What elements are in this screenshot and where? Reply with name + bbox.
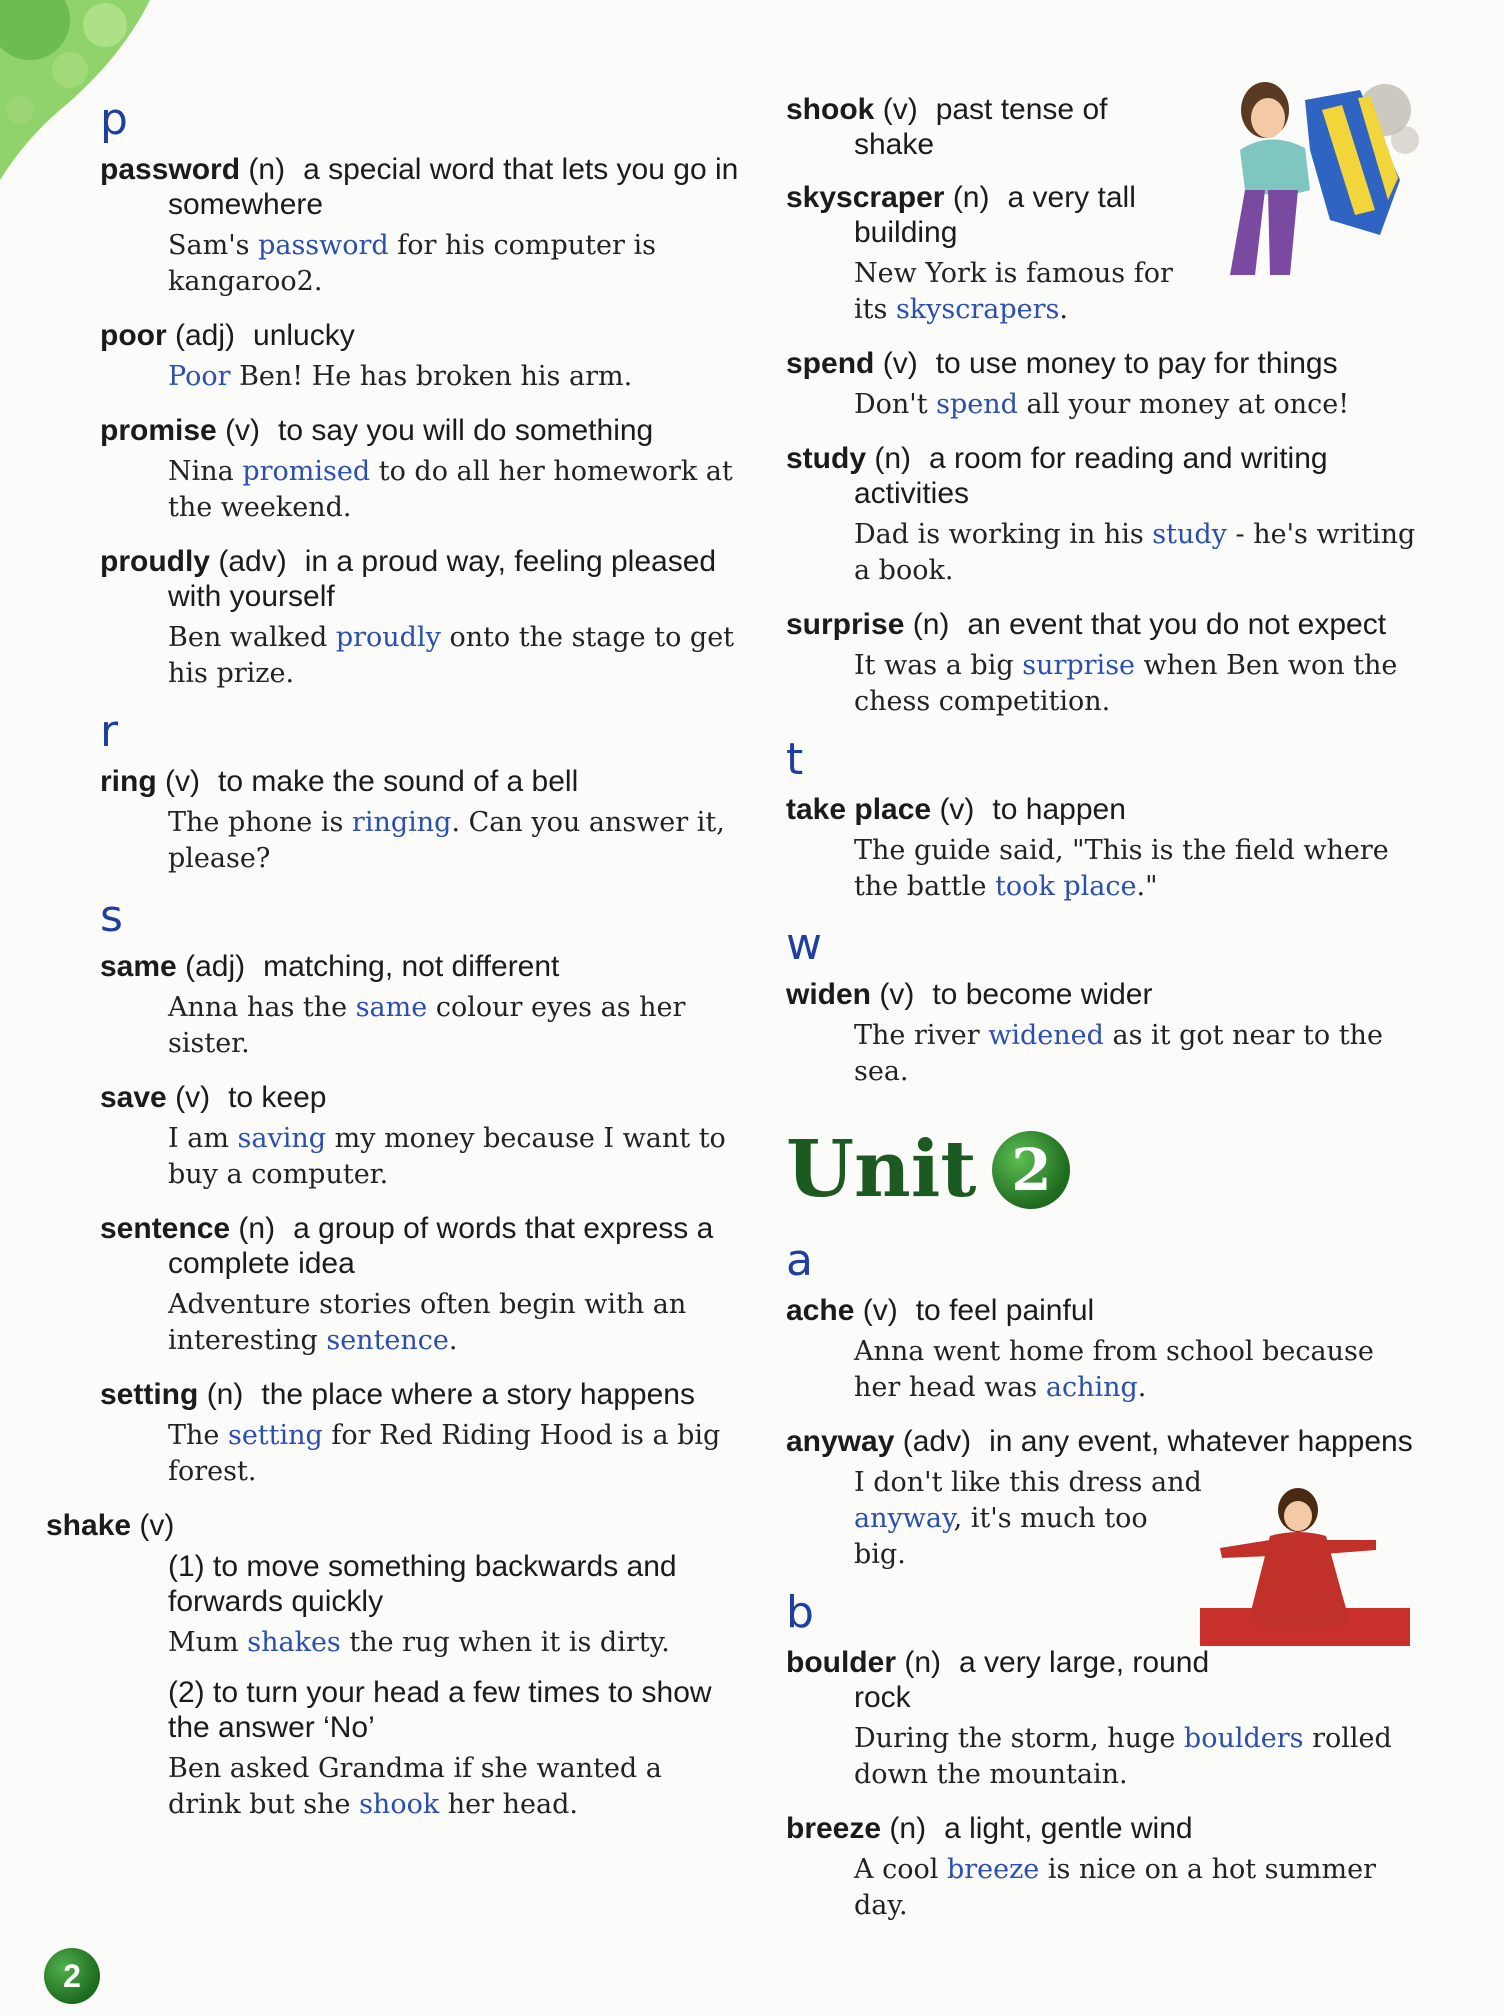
example-sentence: The phone is ringing. Can you answer it, please? [168, 807, 725, 874]
definition: a special word that lets you go in somewhere [168, 153, 739, 221]
part-of-speech: (v) [939, 793, 975, 826]
part-of-speech: (adv) [218, 545, 287, 578]
part-of-speech: (v) [175, 1081, 211, 1114]
entry-ache [786, 1293, 1426, 1406]
entry-skyscraper [786, 180, 1176, 328]
headword: ache [786, 1294, 855, 1327]
example-sentence: New York is famous for its skyscrapers. [854, 258, 1173, 325]
part-of-speech: (adj) [175, 319, 236, 352]
entry-breeze [786, 1811, 1426, 1924]
headword: sentence [100, 1212, 231, 1245]
section-letter-s: s [100, 891, 123, 942]
entry-surprise [786, 607, 1426, 720]
headword: setting [100, 1378, 199, 1411]
example-sentence: The river widened as it got near to the sea. [854, 1020, 1383, 1087]
section-letter-r: r [100, 706, 119, 757]
part-of-speech: (n) [238, 1212, 276, 1245]
entry-poor [100, 318, 740, 395]
part-of-speech: (adj) [185, 950, 246, 983]
definition: unlucky [253, 319, 355, 352]
headword: shook [786, 93, 875, 126]
example-sentence: Don't spend all your money at once! [854, 389, 1350, 420]
example-sentence: Dad is working in his study - he's writing a book. [854, 519, 1416, 586]
definition: matching, not different [263, 950, 560, 983]
sense-2: (2) to turn your head a few times to show the answer ‘No’ [168, 1676, 712, 1744]
definition: to become wider [932, 978, 1153, 1011]
entry-widen [786, 977, 1426, 1090]
example-sentence: I don't like this dress and anyway, it's much too big. [854, 1467, 1202, 1570]
unit-title: Unit [786, 1124, 977, 1215]
entry-anyway [786, 1424, 1413, 1573]
section-letter-a: a [786, 1235, 813, 1286]
headword: study [786, 442, 867, 475]
definition: the place where a story happens [261, 1378, 695, 1411]
section-letter-t: t [786, 734, 804, 785]
part-of-speech: (n) [912, 608, 950, 641]
headword: poor [100, 319, 167, 352]
entry-shake [46, 1508, 740, 1823]
part-of-speech: (n) [206, 1378, 244, 1411]
part-of-speech: (v) [139, 1509, 175, 1542]
page-number: 2 [44, 1948, 100, 2004]
entry-setting [100, 1377, 740, 1490]
example-sentence: The guide said, "This is the field where the battle took place." [854, 835, 1389, 902]
definition: to feel painful [915, 1294, 1095, 1327]
entry-boulder [786, 1645, 1426, 1793]
definition: in any event, whatever happens [989, 1425, 1413, 1458]
headword: promise [100, 414, 217, 447]
entry-shook [786, 92, 1176, 162]
definition: an event that you do not expect [967, 608, 1387, 641]
entry-study [786, 441, 1426, 589]
entry-proudly [100, 544, 740, 692]
example-sentence: Nina promised to do all her homework at the weekend. [168, 456, 733, 523]
definition: past tense of shake [854, 93, 1108, 161]
headword: shake [46, 1509, 132, 1542]
entry-same [100, 949, 740, 1062]
example-sentence: The setting for Red Riding Hood is a big forest. [168, 1420, 721, 1487]
headword: ring [100, 765, 157, 798]
headword: surprise [786, 608, 905, 641]
part-of-speech: (n) [889, 1812, 927, 1845]
section-letter-w: w [786, 919, 822, 970]
headword: skyscraper [786, 181, 945, 214]
part-of-speech: (adv) [902, 1425, 972, 1458]
definition: to happen [992, 793, 1126, 826]
example-sentence: Ben asked Grandma if she wanted a drink but she shook her head. [168, 1753, 662, 1820]
example-sentence: During the storm, huge boulders rolled down the mountain. [854, 1723, 1392, 1790]
headword: same [100, 950, 177, 983]
definition: a room for reading and writing activities [854, 442, 1328, 510]
example-sentence: Mum shakes the rug when it is dirty. [168, 1627, 670, 1658]
example-sentence: Adventure stories often begin with an interesting sentence. [168, 1289, 687, 1356]
part-of-speech: (v) [879, 978, 915, 1011]
right-column [786, 92, 1426, 1942]
part-of-speech: (v) [225, 414, 261, 447]
headword: boulder [786, 1646, 896, 1679]
left-column [46, 92, 740, 1841]
definition: to keep [228, 1081, 327, 1114]
headword: breeze [786, 1812, 882, 1845]
example-sentence: Poor Ben! He has broken his arm. [168, 361, 633, 392]
headword: proudly [100, 545, 210, 578]
entry-take-place [786, 792, 1426, 905]
entry-spend [786, 346, 1426, 423]
example-sentence: Anna went home from school because her head was aching. [854, 1336, 1374, 1403]
part-of-speech: (v) [882, 93, 918, 126]
example-sentence: I am saving my money because I want to buy a computer. [168, 1123, 726, 1190]
definition: to say you will do something [278, 414, 654, 447]
part-of-speech: (v) [165, 765, 200, 798]
example-sentence: Sam's password for his computer is kangaroo2. [168, 230, 656, 297]
headword: widen [786, 978, 872, 1011]
unit-heading [786, 1124, 1426, 1215]
part-of-speech: (n) [874, 442, 912, 475]
definition: a very tall building [854, 181, 1136, 249]
entry-promise [100, 413, 740, 526]
definition: a group of words that express a complete idea [168, 1212, 714, 1280]
part-of-speech: (n) [952, 181, 990, 214]
girl-in-red-dress-illustration [1200, 1488, 1415, 1658]
definition: in a proud way, feeling pleased with yourself [168, 545, 717, 613]
example-sentence: A cool breeze is nice on a hot summer day. [854, 1854, 1376, 1921]
definition: to use money to pay for things [935, 347, 1338, 380]
part-of-speech: (n) [904, 1646, 942, 1679]
headword: spend [786, 347, 875, 380]
example-sentence: It was a big surprise when Ben won the chess competition. [854, 650, 1398, 717]
definition: to make the sound of a bell [218, 765, 579, 798]
example-sentence: Anna has the same colour eyes as her sister. [168, 992, 686, 1059]
definition: a very large, round rock [854, 1646, 1210, 1714]
entry-sentence [100, 1211, 740, 1359]
woman-shaking-rug-illustration [1210, 70, 1420, 280]
example-sentence: Ben walked proudly onto the stage to get his prize. [168, 622, 735, 689]
part-of-speech: (v) [882, 347, 918, 380]
definition: a light, gentle wind [944, 1812, 1193, 1845]
part-of-speech: (v) [862, 1294, 898, 1327]
unit-number-badge: 2 [992, 1131, 1070, 1209]
entry-ring [100, 764, 740, 877]
entry-save [100, 1080, 740, 1193]
part-of-speech: (n) [248, 153, 286, 186]
entry-password [100, 152, 740, 300]
sense-1: (1) to move something backwards and forwards quickly [168, 1550, 677, 1618]
headword: password [100, 153, 241, 186]
section-letter-b: b [786, 1587, 814, 1638]
headword: take place [786, 793, 932, 826]
headword: save [100, 1081, 167, 1114]
section-letter-p: p [100, 94, 128, 145]
headword: anyway [786, 1425, 895, 1458]
